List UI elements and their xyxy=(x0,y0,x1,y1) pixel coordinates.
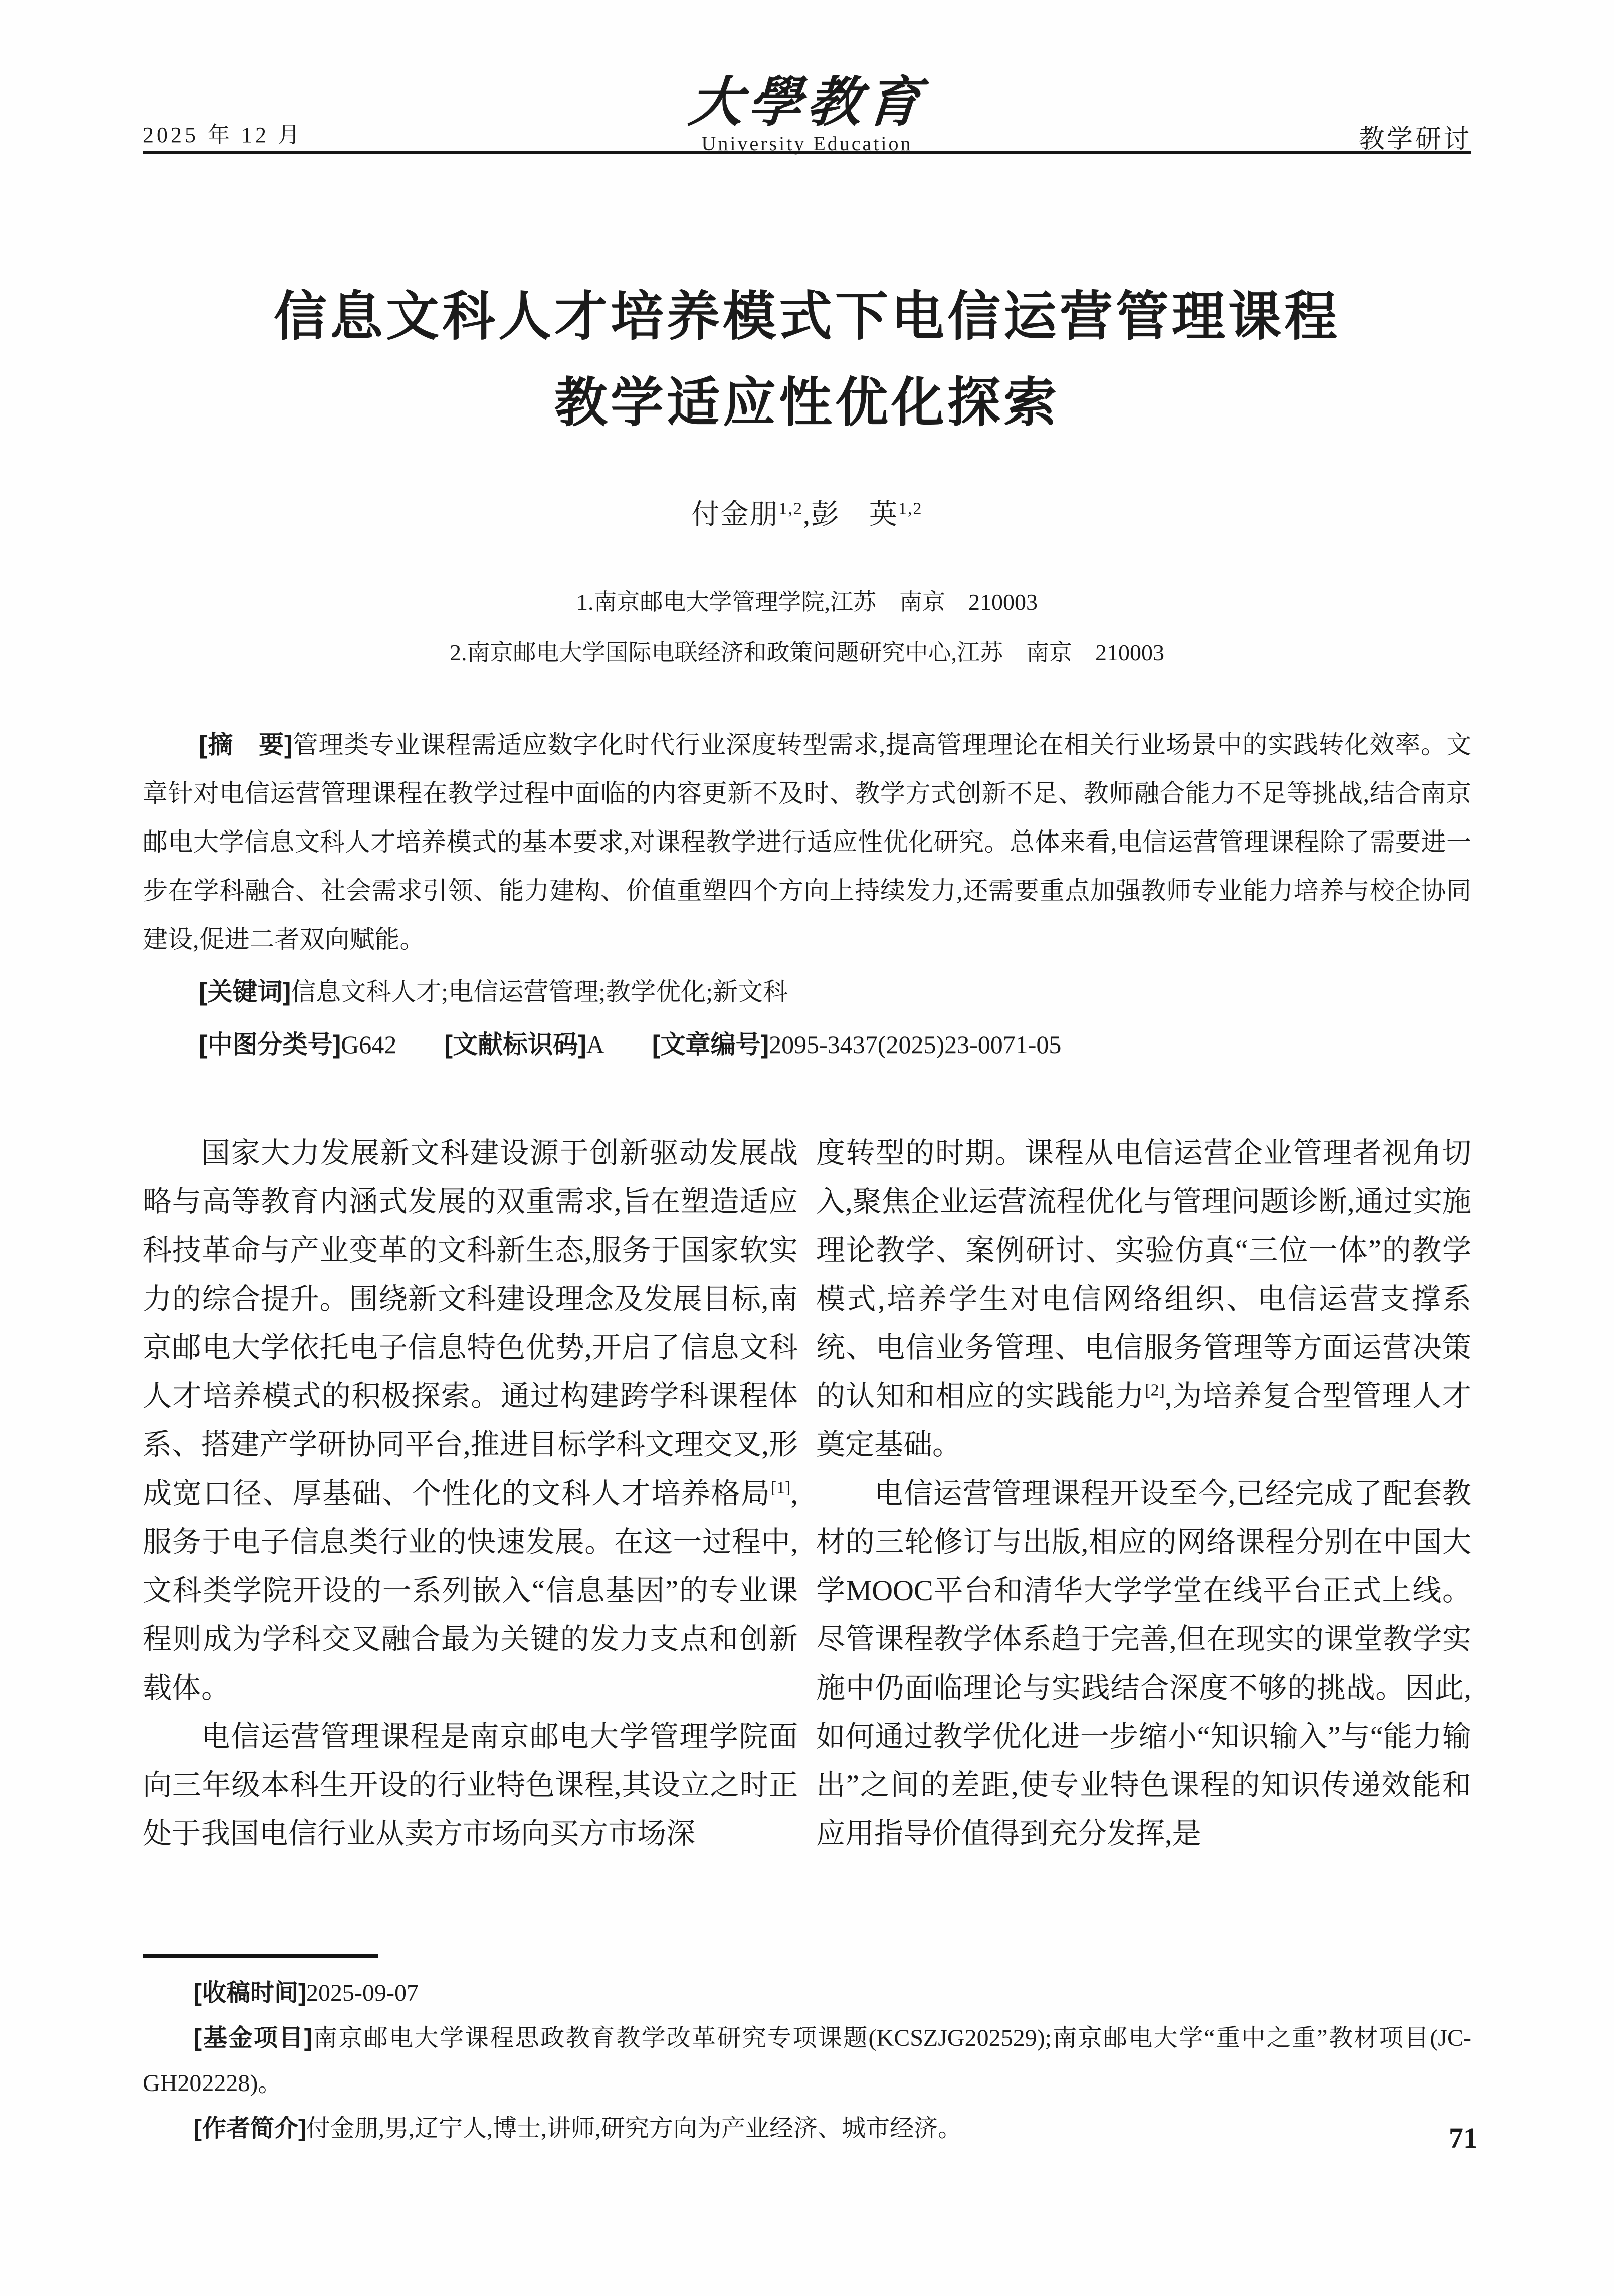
affiliations xyxy=(143,577,1471,678)
received-label: [收稿时间] xyxy=(194,1980,306,2006)
keywords-line xyxy=(143,968,1471,1016)
issue-date: 2025 年 12 月 xyxy=(143,123,303,147)
fund-value: 南京邮电大学课程思政教育教学改革研究专项课题(KCSZJG202529);南京邮电大学“重中之重”教材项目(JC-GH202228)。 xyxy=(143,2025,1471,2097)
doc-code-label: [文献标识码] xyxy=(444,1030,586,1059)
classification-line xyxy=(143,1020,1471,1069)
affiliation-line-2: 2.南京邮电大学国际电联经济和政策问题研究中心,江苏 南京 210003 xyxy=(450,640,1164,665)
clc-value: G642 xyxy=(341,1030,397,1059)
bio-value: 付金朋,男,辽宁人,博士,讲师,研究方向为产业经济、城市经济。 xyxy=(306,2115,962,2142)
body-paragraph: 国家大力发展新文科建设源于创新驱动发展战略与高等教育内涵式发展的双重需求,旨在塑造适应科技革命与产业变革的文科新生态,服务于国家软实力的综合提升。围绕新文科建设理念及发展目标,南京邮电大学依托电子信息特色优势,开启了信息文科人才培养模式的积极探索。通过构建跨学科课程体系、搭建产学研协同平台,推进目标学科文理交叉,形成宽口径、厚基础、个性化的文科人才培养格局[1],服务于电子信息类行业的快速发展。在这一过程中,文科类学院开设的一系列嵌入“信息基因”的专业课程则成为学科交叉融合最为关键的发力支点和创新载体。 xyxy=(143,1137,798,1704)
author: 付金朋$^{1,2}$, xyxy=(691,499,811,530)
header-rule xyxy=(143,151,1471,154)
body-paragraph: 电信运营管理课程是南京邮电大学管理学院面向三年级本科生开设的行业特色课程,其设立之时正处于我国电信行业从卖方市场向买方市场深 xyxy=(143,1720,798,1850)
footnote-separator xyxy=(143,1954,378,1958)
abstract-block xyxy=(143,721,1471,1069)
doc-code-group xyxy=(444,1030,604,1059)
bio-label: [作者简介] xyxy=(194,2115,306,2142)
body-column-left xyxy=(143,1129,798,1858)
affiliation-line-1: 1.南京邮电大学管理学院,江苏 南京 210003 xyxy=(576,589,1038,615)
body-paragraph: 电信运营管理课程开设至今,已经完成了配套教材的三轮修订与出版,相应的网络课程分别在中国大学MOOC平台和清华大学学堂在线平台正式上线。尽管课程教学体系趋于完善,但在现实的课堂教学实施中仍面临理论与实践结合深度不够的挑战。因此,如何通过教学优化进一步缩小“知识输入”与“能力输出”之间的差距,使专业特色课程的知识传递效能和应用指导价值得到充分发挥,是 xyxy=(816,1477,1471,1850)
doc-code-value: A xyxy=(586,1030,604,1059)
clc-group xyxy=(199,1030,396,1059)
page-number: 71 xyxy=(1449,2122,1478,2154)
clc-label: [中图分类号] xyxy=(199,1030,341,1059)
journal-logo-calligraphy: 大學教育 xyxy=(686,71,928,134)
title-line-2: 教学适应性优化探索 xyxy=(554,373,1060,433)
title-line-1: 信息文科人才培养模式下电信运营管理课程 xyxy=(274,287,1340,346)
keywords-label: [关键词] xyxy=(199,978,291,1006)
footnote-received xyxy=(143,1971,1471,2016)
abstract-text: 管理类专业课程需适应数字化时代行业深度转型需求,提高管理理论在相关行业场景中的实践转化效率。文章针对电信运营管理课程在教学过程中面临的内容更新不及时、教学方式创新不足、教师融合能力不足等挑战,结合南京邮电大学信息文科人才培养模式的基本要求,对课程教学进行适应性优化研究。总体来看,电信运营管理课程除了需要进一步在学科融合、社会需求引领、能力建构、价值重塑四个方向上持续发力,还需要重点加强教师专业能力培养与校企协同建设,促进二者双向赋能。 xyxy=(143,731,1472,953)
article-id-value: 2095-3437(2025)23-0071-05 xyxy=(769,1030,1062,1059)
fund-label: [基金项目] xyxy=(194,2025,312,2051)
footnote-bio xyxy=(143,2106,1471,2151)
journal-name-english: University Education xyxy=(701,132,913,155)
abstract-paragraph xyxy=(143,721,1471,964)
article-id-group xyxy=(652,1030,1062,1059)
article-title xyxy=(143,274,1471,446)
received-value: 2025-09-07 xyxy=(306,1980,419,2006)
author: 彭 英$^{1,2}$ xyxy=(811,499,923,530)
body-column-right xyxy=(816,1129,1471,1858)
article-id-label: [文章编号] xyxy=(652,1030,769,1059)
authors-line xyxy=(143,492,1471,532)
keywords-text: 信息文科人才;电信运营管理;教学优化;新文科 xyxy=(291,978,788,1006)
body-paragraph: 度转型的时期。课程从电信运营企业管理者视角切入,聚焦企业运营流程优化与管理问题诊断,通过实施理论教学、案例研讨、实验仿真“三位一体”的教学模式,培养学生对电信网络组织、电信运营支撑系统、电信业务管理、电信服务管理等方面运营决策的认知和相应的实践能力[2],为培养复合型管理人才奠定基础。 xyxy=(816,1137,1471,1461)
footnote-fund xyxy=(143,2016,1471,2106)
journal-logo xyxy=(686,71,928,155)
abstract-label: [摘 要] xyxy=(199,731,293,759)
body-columns xyxy=(143,1129,1471,1858)
footnotes xyxy=(143,1971,1471,2151)
section-label: 教学研讨 xyxy=(1358,125,1471,154)
